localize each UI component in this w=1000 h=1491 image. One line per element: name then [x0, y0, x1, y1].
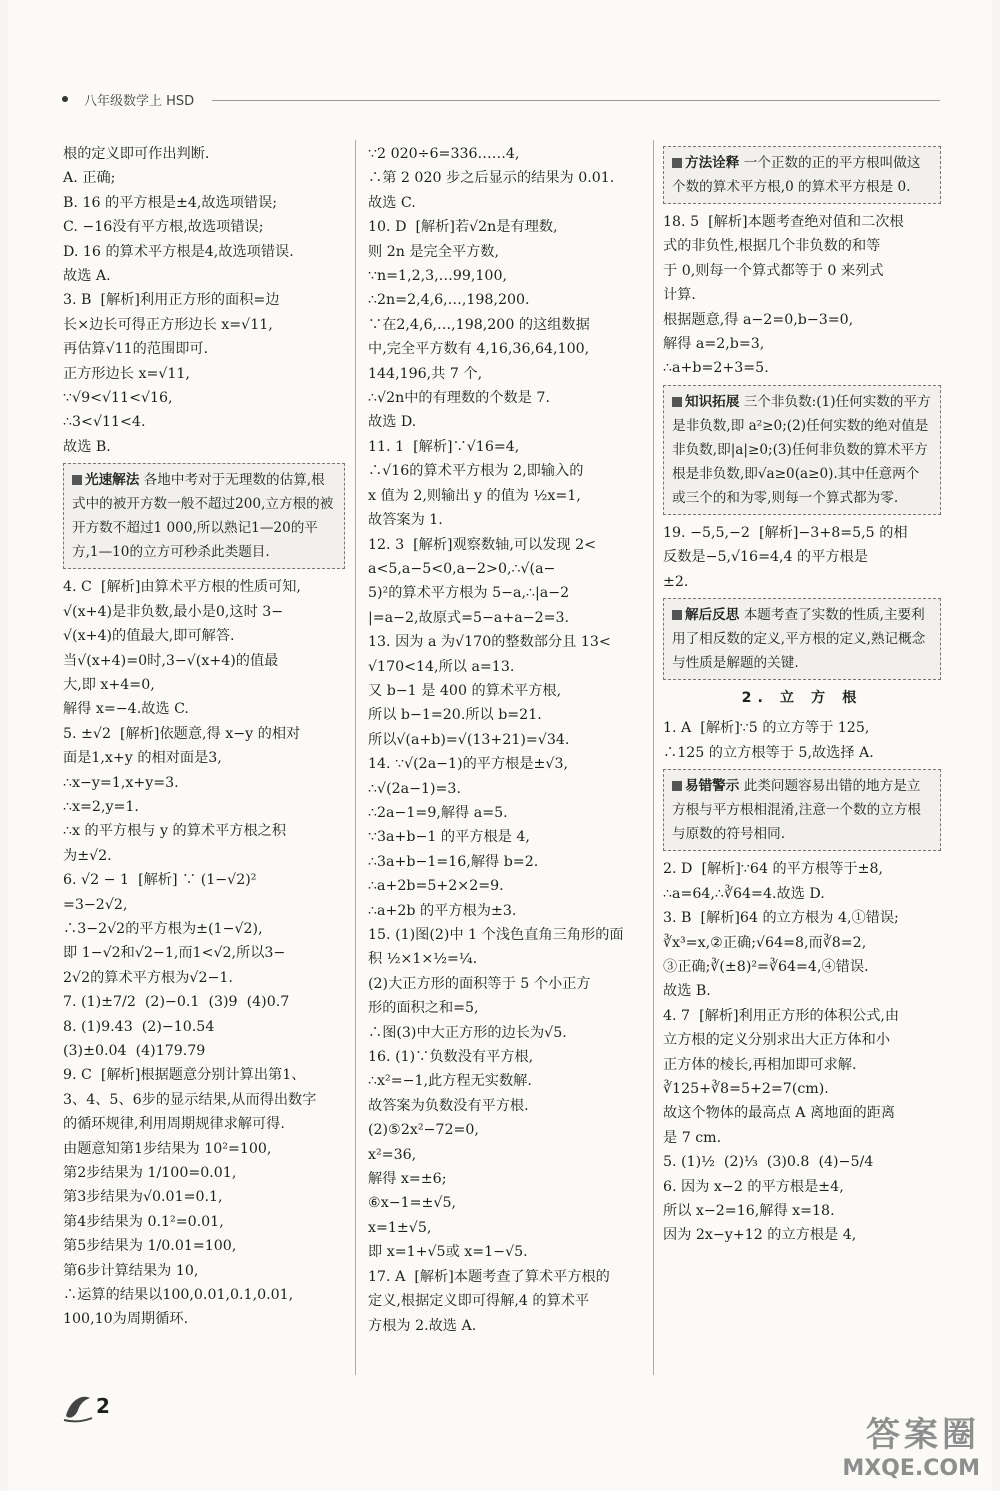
text-line: ∴√(2a−1)=3.	[368, 780, 461, 797]
text-line: ∴3a+b−1=16,解得 b=2.	[368, 853, 539, 870]
text-line: x=1±√5,	[368, 1219, 432, 1236]
text-line: 则 2n 是完全平方数,	[368, 243, 500, 260]
watermark-url: MXQE.COM	[842, 1456, 980, 1481]
text-line: 16. (1)∵负数没有平方根,	[368, 1049, 534, 1066]
text-line: A. 正确;	[63, 170, 116, 187]
text-line: 2√2的算术平方根为√2−1.	[63, 969, 233, 986]
text-line: ∴a+b=2+3=5.	[663, 360, 769, 377]
text-line: 式的非负性,根据几个非负数的和等	[663, 238, 881, 255]
text-line: ∛x³=x,②正确;√64=8,而∛8=2,	[663, 934, 867, 951]
text-line: 正方体的棱长,再相加即可求解.	[663, 1056, 857, 1073]
tip-text: 三个非负数:(1)任何实数的平方是非负数,即 a²≥0;(2)任何实数的绝对值是非负数,即|a|≥0;(3)任何非负数的算术平方根是非负数,即√a≥0(a≥0).其中任意两个或三个的和为零,则每一个算式都为零.	[672, 393, 931, 506]
text-line: 所以√(a+b)=√(13+21)=√34.	[368, 731, 570, 748]
text-line: 即 1−√2和√2−1,而1<√2,所以3−	[63, 945, 286, 962]
text-line: 为±√2.	[63, 847, 112, 864]
text-line: 14. ∵√(2a−1)的平方根是±√3,	[368, 756, 569, 773]
text-line: ±2.	[663, 573, 689, 590]
page-number: 2	[96, 1394, 110, 1418]
text-line: ∴a+2b 的平方根为±3.	[368, 902, 517, 919]
text-line: 18. 5 [解析]本题考查绝对值和二次根	[663, 214, 904, 230]
column-divider	[355, 140, 356, 1375]
text-line: 所以 x−2=16,解得 x=18.	[663, 1202, 835, 1219]
tip-box	[663, 598, 941, 680]
text-line: 5. ±√2 [解析]依题意,得 x−y 的相对	[63, 725, 301, 742]
header-rule	[212, 100, 940, 101]
text-line: 6. √2 − 1 [解析] ∵ (1−√2)²	[63, 872, 257, 889]
text-line: 1. A [解析]∵5 的立方等于 125,	[663, 720, 870, 737]
text-line: ⑥x−1=±√5,	[368, 1195, 456, 1212]
text-line: √(x+4)是非负数,最小是0,这时 3−	[63, 603, 284, 620]
tip-box	[663, 385, 941, 515]
text-line: ∵n=1,2,3,…99,100,	[368, 268, 508, 285]
tip-box	[663, 769, 941, 851]
text-line: ∴a=64,∴∛64=4.故选 D.	[663, 885, 825, 902]
dolphin-logo-icon	[62, 1390, 94, 1424]
watermark-logo: 答案圈	[866, 1415, 980, 1455]
bullet-icon	[62, 96, 68, 102]
text-line: 的循环规律,利用周期规律求解可得.	[63, 1116, 285, 1133]
text-line: 故选 C.	[368, 194, 416, 211]
text-line: 是 7 cm.	[663, 1129, 722, 1146]
text-line: ∛125+∛8=5+2=7(cm).	[663, 1080, 829, 1097]
text-block	[63, 142, 345, 459]
column-2	[368, 142, 646, 1338]
tip-tag: 易错警示	[672, 778, 739, 794]
text-line: 解得 x=−4.故选 C.	[63, 701, 189, 718]
tip-box	[663, 146, 941, 204]
text-line: ③正确;∛(±8)²=∛64=4,④错误.	[663, 958, 869, 975]
text-line: ∴√16的算术平方根为 2,即输入的	[368, 463, 584, 480]
text-line: ∵2 020÷6=336……4,	[368, 146, 520, 162]
text-line: 立方根的定义分别求出大正方体和小	[663, 1032, 891, 1049]
text-line: 故答案为 1.	[368, 512, 443, 529]
text-line: 第5步结果为 1/0.01=100,	[63, 1238, 237, 1255]
text-line: 6. 因为 x−2 的平方根是±4,	[663, 1178, 844, 1195]
text-line: 故这个物体的最高点 A 离地面的距离	[663, 1105, 896, 1122]
text-line: 反数是−5,√16=4,4 的平方根是	[663, 549, 868, 566]
text-line: 第2步结果为 1/100=0.01,	[63, 1165, 237, 1182]
text-line: 故选 D.	[368, 414, 417, 431]
text-line: x²=36,	[368, 1146, 417, 1163]
text-line: 大,即 x+4=0,	[63, 676, 155, 693]
text-line: 2. D [解析]∵64 的平方根等于±8,	[663, 861, 884, 878]
tip-box	[63, 463, 345, 569]
text-line: (2)⑤2x²−72=0,	[368, 1122, 479, 1139]
text-line: 13. 因为 a 为√170的整数部分且 13<	[368, 634, 611, 651]
text-line: 5. (1)½ (2)⅓ (3)0.8 (4)−5/4	[663, 1154, 874, 1171]
text-line: 即 x=1+√5或 x=1−√5.	[368, 1244, 528, 1261]
text-line: 故答案为负数没有平方根.	[368, 1097, 529, 1114]
section-title: 2. 立 方 根	[741, 690, 863, 707]
text-line: ∴x²=−1,此方程无实数解.	[368, 1073, 532, 1090]
text-line: 长×边长可得正方形边长 x=√11,	[63, 316, 273, 333]
text-line: 故选 A.	[63, 268, 111, 285]
text-line: 故选 B.	[63, 438, 111, 455]
text-line: 4. C [解析]由算术平方根的性质可知,	[63, 579, 301, 596]
text-line: ∵在2,4,6,…,198,200 的这组数据	[368, 316, 590, 333]
text-line: 7. (1)±7/2 (2)−0.1 (3)9 (4)0.7	[63, 994, 290, 1011]
text-line: 再估算√11的范围即可.	[63, 341, 209, 358]
text-line: ∴图(3)中大正方形的边长为√5.	[368, 1024, 567, 1041]
text-line: 定义,根据定义即可得解,4 的算术平	[368, 1293, 590, 1310]
text-line: ∴x=2,y=1.	[63, 798, 139, 815]
text-line: 中,完全平方数有 4,16,36,64,100,	[368, 341, 590, 358]
text-line: ∵3a+b−1 的平方根是 4,	[368, 829, 530, 846]
text-line: 100,10为周期循环.	[63, 1311, 189, 1328]
text-line: ∴x−y=1,x+y=3.	[63, 774, 179, 791]
text-line: 由题意知第1步结果为 10²=100,	[63, 1140, 272, 1157]
text-line: 于 0,则每一个算式都等于 0 来列式	[663, 262, 884, 279]
text-line: 3. B [解析]64 的立方根为 4,①错误;	[663, 910, 899, 927]
text-block	[368, 142, 646, 1338]
text-line: C. −16没有平方根,故选项错误;	[63, 219, 264, 236]
text-line: 方根为 2.故选 A.	[368, 1317, 477, 1334]
text-block	[663, 210, 941, 381]
text-line: 第6步计算结果为 10,	[63, 1262, 199, 1279]
text-line: 根据题意,得 a−2=0,b−3=0,	[663, 311, 854, 328]
text-line: 当√(x+4)=0时,3−√(x+4)的值最	[63, 652, 279, 669]
text-line: 第4步结果为 0.1²=0.01,	[63, 1213, 224, 1230]
text-line: 又 b−1 是 400 的算术平方根,	[368, 682, 562, 699]
text-line: 10. D [解析]若√2n是有理数,	[368, 219, 558, 236]
text-line: =3−2√2,	[63, 896, 128, 913]
text-line: 面是1,x+y 的相对面是3,	[63, 750, 222, 767]
text-line: B. 16 的平方根是±4,故选项错误;	[63, 194, 278, 211]
tip-tag: 解后反思	[672, 607, 739, 623]
text-line: 4. 7 [解析]利用正方形的体积公式,由	[663, 1007, 900, 1024]
text-line: 12. 3 [解析]观察数轴,可以发现 2<	[368, 536, 596, 553]
text-line: 144,196,共 7 个,	[368, 365, 483, 382]
text-line: ∴3<√11<4.	[63, 414, 146, 431]
text-line: ∴a+2b=5+2×2=9.	[368, 878, 504, 895]
text-line: √(x+4)的值最大,即可解答.	[63, 628, 235, 645]
text-block	[663, 857, 941, 1248]
text-line: 11. 1 [解析]∵√16=4,	[368, 438, 520, 455]
text-line: 3、4、5、6步的显示结果,从而得出数字	[63, 1091, 317, 1108]
text-line: 15. (1)图(2)中 1 个浅色直角三角形的面	[368, 927, 624, 943]
text-line: 5)²的算术平方根为 5−a,∴|a−2	[368, 585, 570, 602]
text-line: (3)±0.04 (4)179.79	[63, 1043, 206, 1059]
text-line: 9. C [解析]根据题意分别计算出第1、	[63, 1067, 306, 1084]
text-line: 根的定义即可作出判断.	[63, 146, 210, 162]
text-line: 故选 B.	[663, 983, 711, 1000]
text-line: ∴3−2√2的平方根为±(1−√2),	[63, 920, 263, 937]
column-1	[63, 142, 345, 1332]
text-line: x 值为 2,则输出 y 的值为 ½x=1,	[368, 487, 581, 504]
header-title: 八年级数学上 HSD	[84, 94, 195, 109]
text-line: 形的面积之和=5,	[368, 1000, 479, 1017]
text-line: a<5,a−5<0,a−2>0,∴√(a−	[368, 560, 556, 577]
text-line: 计算.	[663, 287, 696, 304]
tip-tag: 光速解法	[72, 472, 139, 488]
text-line: 第3步结果为√0.01=0.1,	[63, 1189, 223, 1206]
text-line: 19. −5,5,−2 [解析]−3+8=5,5 的相	[663, 524, 908, 541]
tip-text: 各地中考对于无理数的估算,根式中的被开方数一般不超过200,立方根的被开方数不超过1 000,所以熟记1—20的平方,1—10的立方可秒杀此类题目.	[72, 472, 334, 561]
text-line: 解得 a=2,b=3,	[663, 336, 765, 353]
tip-text: 此类问题容易出错的地方是立方根与平方根相混淆,注意一个数的立方根与原数的符号相同.	[672, 778, 922, 843]
text-line: ∴2n=2,4,6,…,198,200.	[368, 292, 530, 309]
text-line: ∴运算的结果以100,0.01,0.1,0.01,	[63, 1287, 294, 1304]
tip-tag: 方法诠释	[672, 155, 739, 171]
tip-text: 本题考查了实数的性质,主要利用了相反数的定义,平方根的定义,熟记概念与性质是解题的关键.	[672, 607, 926, 672]
text-line: 解得 x=±6;	[368, 1171, 447, 1188]
watermark	[842, 1407, 980, 1481]
text-line: 正方形边长 x=√11,	[63, 365, 190, 382]
text-line: ∴x 的平方根与 y 的算术平方根之积	[63, 823, 287, 840]
text-block	[663, 716, 941, 765]
page-footer	[62, 1390, 142, 1430]
text-line: |=a−2,故原式=5−a+a−2=3.	[368, 609, 570, 626]
text-line: D. 16 的算术平方根是4,故选项错误.	[63, 243, 294, 260]
text-line: 积 ½×1×½=¼.	[368, 951, 478, 968]
text-line: √170<14,所以 a=13.	[368, 658, 515, 675]
text-line: (2)大正方形的面积等于 5 个小正方	[368, 975, 591, 992]
text-block	[63, 575, 345, 1332]
tip-text: 一个正数的正的平方根叫做这个数的算术平方根,0 的算术平方根是 0.	[672, 155, 921, 195]
running-header	[62, 90, 940, 112]
column-3	[663, 142, 941, 1248]
column-divider	[653, 140, 654, 1375]
text-line: ∴2a−1=9,解得 a=5.	[368, 804, 508, 821]
text-line: ∴125 的立方根等于 5,故选择 A.	[663, 744, 874, 761]
text-line: 3. B [解析]利用正方形的面积=边	[63, 292, 280, 309]
text-line: ∵√9<√11<√16,	[63, 390, 173, 407]
text-line: 因为 2x−y+12 的立方根是 4,	[663, 1227, 857, 1244]
text-line: 所以 b−1=20.所以 b=21.	[368, 707, 542, 724]
text-line: 8. (1)9.43 (2)−10.54	[63, 1018, 215, 1035]
tip-tag: 知识拓展	[672, 394, 739, 410]
text-line: ∴第 2 020 步之后显示的结果为 0.01.	[368, 170, 615, 187]
text-block	[663, 521, 941, 594]
text-line: ∴√2n中的有理数的个数是 7.	[368, 390, 550, 407]
text-line: 17. A [解析]本题考查了算术平方根的	[368, 1268, 610, 1285]
